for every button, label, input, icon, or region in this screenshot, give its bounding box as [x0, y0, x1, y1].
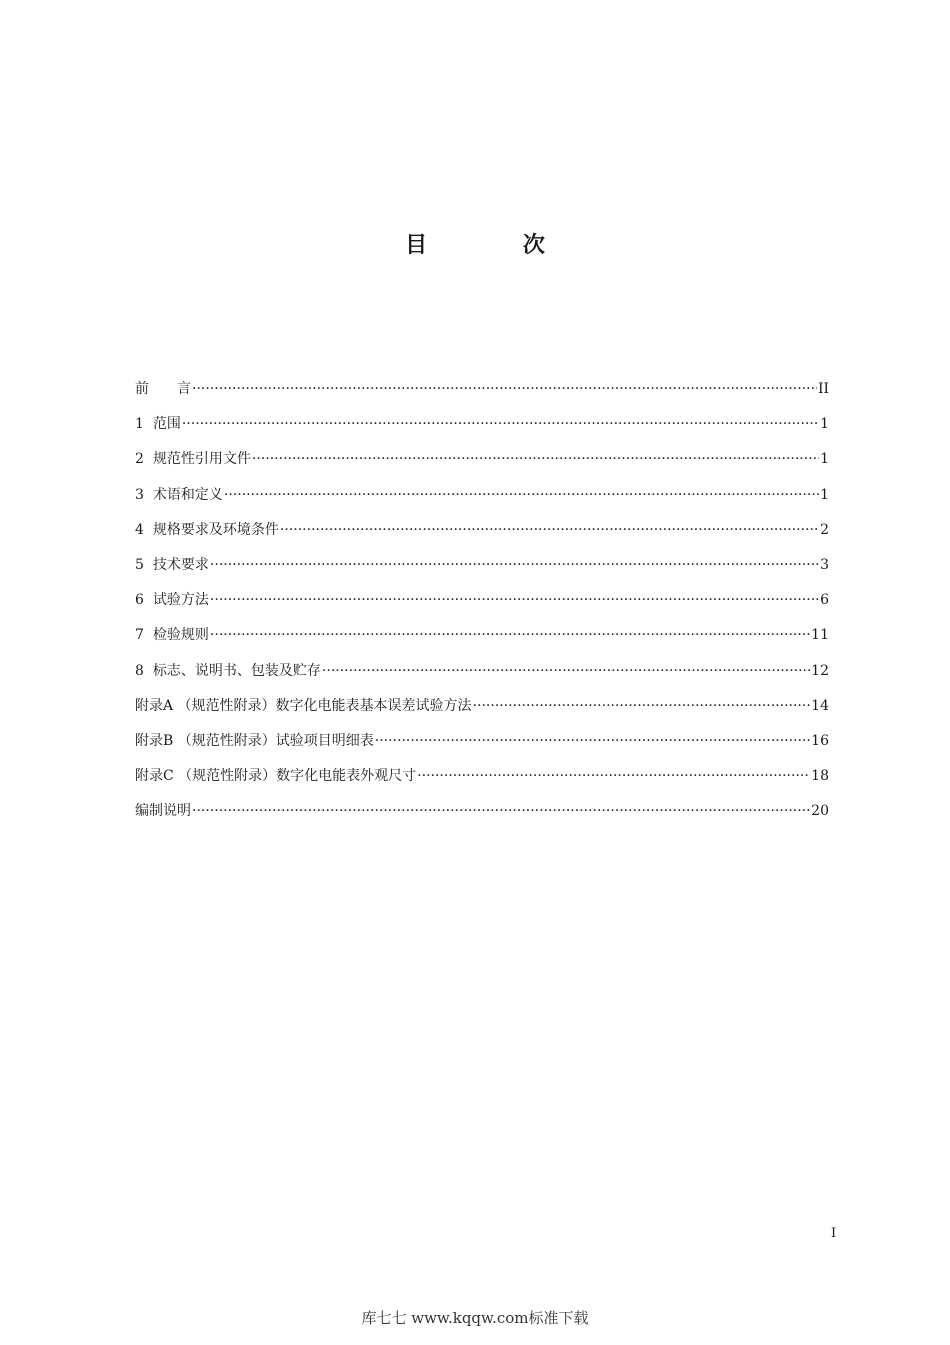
- dot-leader: [322, 660, 810, 682]
- table-of-contents: [135, 378, 829, 835]
- toc-entry-label: [135, 624, 209, 646]
- toc-entry-page: 16: [811, 732, 829, 749]
- toc-entry-page: 18: [811, 768, 829, 785]
- dot-leader: [252, 448, 819, 470]
- toc-entry-label: [135, 448, 251, 470]
- toc-entry-inspection-rules[interactable]: [135, 624, 829, 659]
- toc-entry-page: 2: [820, 521, 829, 538]
- dot-leader: [280, 519, 819, 541]
- toc-entry-title: 试验方法: [152, 592, 209, 609]
- toc-entry-label: 附录C （规范性附录）数字化电能表外观尺寸: [135, 768, 417, 785]
- footer-watermark: 库七七 www.kqqw.com标准下载: [361, 1309, 589, 1327]
- toc-entry-page: 1: [820, 486, 829, 503]
- toc-entry-compilation-notes[interactable]: [135, 800, 829, 835]
- dot-leader: [192, 378, 817, 400]
- dot-leader: [182, 413, 819, 435]
- toc-entry-appendix-a[interactable]: [135, 695, 829, 730]
- page-title: 目 次: [405, 233, 589, 258]
- toc-entry-number: 3: [135, 486, 144, 503]
- toc-entry-title: 规范性引用文件: [152, 451, 251, 468]
- dot-leader: [210, 624, 810, 646]
- toc-entry-appendix-c[interactable]: [135, 765, 829, 800]
- dot-leader: [210, 554, 819, 576]
- toc-entry-label: 附录B （规范性附录）试验项目明细表: [135, 732, 374, 749]
- toc-entry-number: 7: [135, 627, 144, 644]
- dot-leader: [210, 589, 819, 611]
- toc-entry-foreword[interactable]: [135, 378, 829, 413]
- toc-entry-terms-definitions[interactable]: [135, 484, 829, 519]
- toc-entry-title: 检验规则: [152, 627, 209, 644]
- dot-leader: [192, 800, 810, 822]
- toc-entry-label: [135, 554, 209, 576]
- page-number: I: [831, 1226, 837, 1241]
- toc-entry-number: 4: [135, 521, 144, 538]
- toc-entry-label: [135, 484, 223, 506]
- toc-entry-specifications[interactable]: [135, 519, 829, 554]
- toc-entry-normative-references[interactable]: [135, 448, 829, 483]
- toc-entry-page: 3: [820, 556, 829, 573]
- toc-entry-label: 前 言: [135, 381, 191, 397]
- dot-leader: [375, 730, 810, 752]
- toc-entry-test-methods[interactable]: [135, 589, 829, 624]
- toc-entry-technical-requirements[interactable]: [135, 554, 829, 589]
- toc-entry-label: [135, 519, 279, 541]
- toc-entry-page: 12: [811, 662, 829, 679]
- toc-entry-title: 范围: [152, 416, 181, 433]
- toc-entry-marking-packaging[interactable]: [135, 660, 829, 695]
- toc-entry-number: 6: [135, 592, 144, 609]
- toc-entry-appendix-b[interactable]: [135, 730, 829, 765]
- toc-entry-page: 1: [820, 416, 829, 433]
- toc-entry-scope[interactable]: [135, 413, 829, 448]
- toc-entry-label: [135, 589, 209, 611]
- toc-entry-page: 14: [811, 697, 829, 714]
- toc-entry-title: 技术要求: [152, 556, 209, 573]
- toc-entry-number: 8: [135, 662, 144, 679]
- toc-entry-label: [135, 660, 321, 682]
- toc-entry-title: 规格要求及环境条件: [152, 521, 279, 538]
- toc-entry-label: 附录A （规范性附录）数字化电能表基本误差试验方法: [135, 697, 472, 714]
- toc-entry-title: 标志、说明书、包装及贮存: [152, 662, 321, 679]
- dot-leader: [224, 484, 819, 506]
- toc-entry-number: 1: [135, 416, 144, 433]
- toc-entry-label: [135, 413, 181, 435]
- toc-entry-page: 6: [820, 592, 829, 609]
- toc-entry-number: 2: [135, 451, 144, 468]
- dot-leader: [417, 765, 810, 787]
- toc-entry-page: II: [817, 381, 829, 397]
- dot-leader: [473, 695, 811, 717]
- toc-entry-page: 20: [811, 803, 829, 820]
- toc-entry-number: 5: [135, 556, 144, 573]
- toc-entry-page: 11: [811, 627, 829, 644]
- toc-entry-page: 1: [820, 451, 829, 468]
- toc-entry-title: 术语和定义: [152, 486, 223, 503]
- toc-entry-label: 编制说明: [135, 803, 191, 820]
